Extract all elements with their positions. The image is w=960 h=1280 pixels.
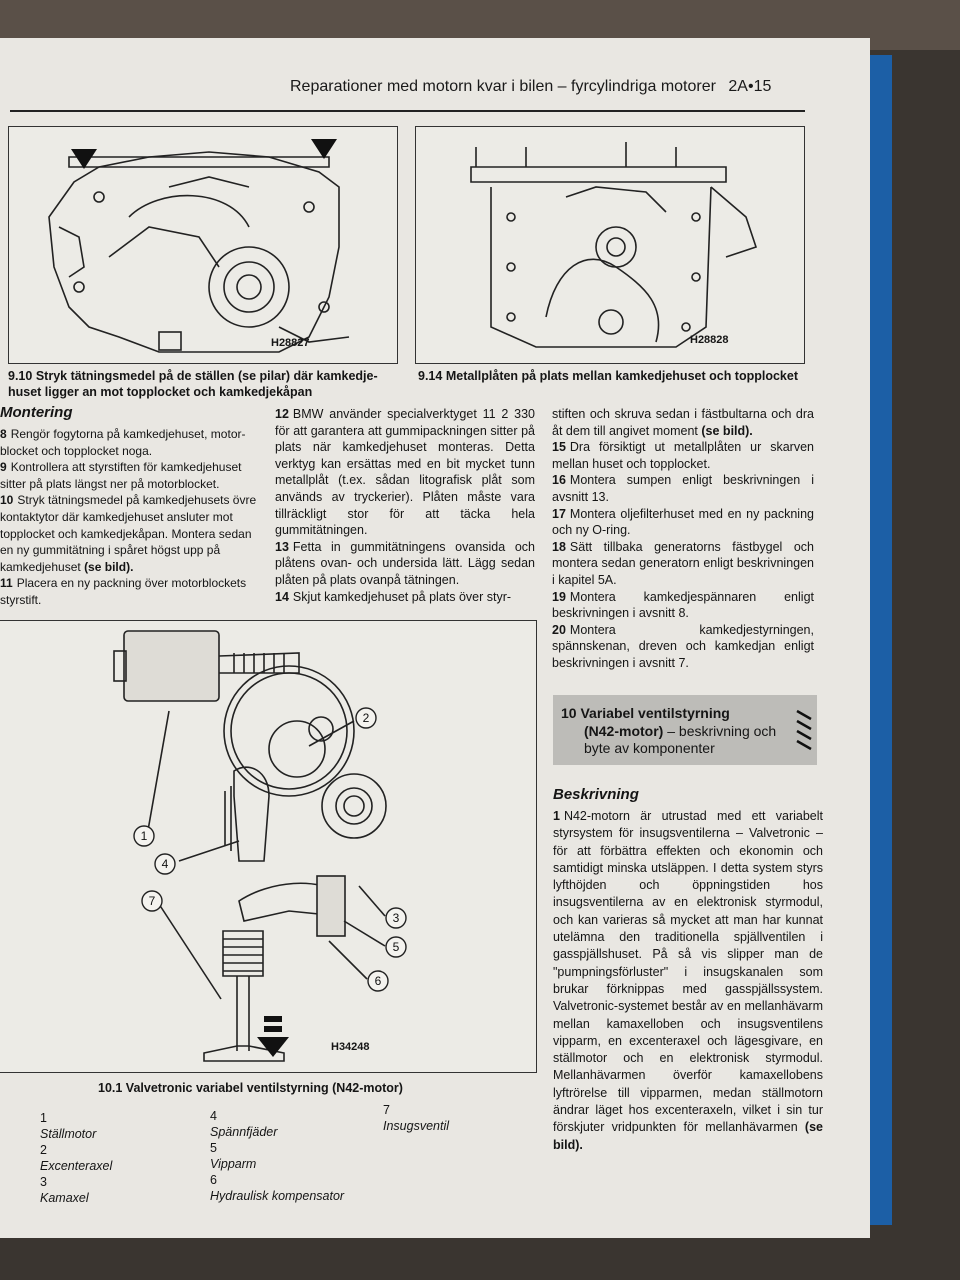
paragraph-15 bbox=[552, 439, 814, 472]
paragraph-text: Rengör fogytorna på kamkedjehuset, motor-blocket och topplocket noga. bbox=[0, 427, 246, 458]
header-rule bbox=[10, 110, 805, 112]
legend-column-2 bbox=[210, 1108, 344, 1204]
paragraph-number: 19 bbox=[552, 589, 566, 604]
paragraph-text: Dra försiktigt ut metallplåten ur skarven mellan huset och topplocket. bbox=[552, 440, 814, 471]
paragraph-number: 11 bbox=[0, 576, 13, 591]
caption-text: Metallplåten på plats mellan kamkedjehuset och topplocket bbox=[445, 369, 799, 383]
caption-9-10 bbox=[8, 368, 398, 400]
paragraph-text: stiften och skruva sedan i fästbultarna och dra åt dem till angivet moment bbox=[552, 407, 814, 438]
text-column-2 bbox=[275, 406, 535, 605]
legend-number: 5 bbox=[210, 1141, 217, 1155]
paragraph-1 bbox=[553, 808, 823, 1154]
legend-label: Kamaxel bbox=[40, 1191, 89, 1205]
see-figure: (se bild). bbox=[553, 1120, 823, 1152]
manual-page bbox=[0, 38, 870, 1238]
legend-item bbox=[210, 1108, 344, 1140]
paragraph-text: Montera kamkedjestyrningen, spännskenan, dreven och kamkedjan enligt beskrivningen i avsnitt 7. bbox=[552, 622, 814, 670]
header-title: Reparationer med motorn kvar i bilen – fyrcylindriga motorer bbox=[290, 78, 716, 95]
legend-column-1 bbox=[40, 1110, 112, 1206]
paragraph-text: Montera oljefilterhuset med en ny packning och ny O-ring. bbox=[552, 506, 814, 538]
paragraph-12 bbox=[275, 406, 535, 539]
paragraph-20 bbox=[552, 622, 814, 672]
page-header bbox=[290, 78, 810, 96]
legend-label: Spännfjäder bbox=[210, 1125, 278, 1139]
section-title-engine: (N42-motor) bbox=[584, 723, 664, 739]
legend-item bbox=[40, 1142, 112, 1174]
section-title-line-1 bbox=[561, 705, 730, 721]
caption-number: 9.14 bbox=[418, 369, 443, 383]
section-number: 10 bbox=[561, 705, 577, 721]
paragraph-19 bbox=[552, 589, 814, 622]
callout-label: 4 bbox=[161, 857, 169, 871]
figure-code: H34248 bbox=[331, 1041, 370, 1053]
paragraph-text: Sätt tillbaka generatorns fästbygel och montera sedan generatorn enligt beskrivningen i kapitel 5A. bbox=[552, 539, 814, 587]
legend-column-3 bbox=[383, 1102, 449, 1134]
paragraph-number: 13 bbox=[275, 539, 289, 554]
legend-label: Insugsventil bbox=[383, 1119, 450, 1133]
paragraph-number: 14 bbox=[275, 589, 289, 604]
paragraph-number: 16 bbox=[552, 473, 566, 488]
paragraph-14-continued bbox=[552, 406, 814, 439]
see-figure: (se bild). bbox=[84, 559, 134, 574]
caption-number: 9.10 bbox=[8, 369, 33, 383]
legend-number: 2 bbox=[40, 1143, 47, 1157]
legend-item bbox=[210, 1140, 344, 1172]
paragraph-text: BMW använder specialverktyget 11 2 330 för att garantera att gummipackningen sitter på plats när kamkedjehuset monteras. Detta verktyg kan ersättas med en bit mycket tunn metallplåt (t.ex. sådan litografisk plåt som används av tryckerier). Plåten måste vara tillräckligt stor för att täcka hela gummitätningen. bbox=[275, 407, 535, 538]
valvetronic-diagram bbox=[0, 621, 536, 1072]
paragraph-text: N42-motorn är utrustad med ett variabelt styrsystem för insugsventilerna – Valvetronic – för att förbättra effekten och ekonomin och samtidigt minska utsläppen. I detta system styrs lyfthöjden och öppningstiden hos insugsventilerna av en elektronisk styrmodul, och kan varieras så mycket att man har kunnat utelämna den traditionella spjällventilen i gasspjällshuset. På så vis slipper man de "pumpningsförluster" i insugskanalen som brukar förknippas med gasspjällssystem. Valvetronic-systemet består av en mellanhävarm mellan kamaxelloben och insugsventilens vipparm, en excenteraxel och lägesgivare, en ställmotor och en elektronisk styrmodul. Mellanhävarmen överför kamaxellobens lyftrörelse till vipparmen, medan ställmotorn ändrar läget hos excenteraxeln, vilket i sin tur förskjuter vridpunkten för mellanhävarmen bbox=[553, 809, 823, 1135]
paragraph-11 bbox=[0, 575, 258, 608]
see-figure: (se bild). bbox=[701, 423, 753, 438]
legend-item bbox=[40, 1110, 112, 1142]
legend-number: 3 bbox=[40, 1175, 47, 1189]
callout-label: 2 bbox=[362, 711, 370, 725]
legend-item bbox=[40, 1174, 112, 1206]
paragraph-9 bbox=[0, 459, 258, 492]
paragraph-10 bbox=[0, 492, 258, 575]
caption-text: Stryk tätningsmedel på de ställen (se pilar) där kamkedje-huset ligger an mot topplocket och kamkedjekåpan bbox=[8, 369, 378, 399]
legend-item bbox=[383, 1102, 449, 1134]
paragraph-text: Fetta in gummitätningens ovansida och plåtens ovan- och undersida lätt. Lägg sedan plåten på plats ovanpå tätningen. bbox=[275, 539, 535, 587]
callout-label: 7 bbox=[148, 894, 156, 908]
paragraph-text: Montera kamkedjespännaren enligt beskrivningen i avsnitt 8. bbox=[552, 589, 814, 621]
paragraph-number: 20 bbox=[552, 622, 566, 637]
paragraph-number: 18 bbox=[552, 539, 566, 554]
paragraph-number: 12 bbox=[275, 407, 289, 421]
heading-montering: Montering bbox=[0, 404, 73, 421]
section-title-rest: – beskrivning och byte av komponenter bbox=[584, 723, 777, 756]
legend-number: 4 bbox=[210, 1109, 217, 1123]
paragraph-17 bbox=[552, 506, 814, 539]
text-column-3-lower bbox=[553, 808, 823, 1154]
text-column-3 bbox=[552, 406, 814, 672]
paragraph-number: 17 bbox=[552, 506, 566, 521]
legend-number: 7 bbox=[383, 1103, 390, 1117]
paragraph-text: Placera en ny packning över motorblockets styrstift. bbox=[0, 576, 247, 607]
paragraph-text: Kontrollera att styrstiften för kamkedjehuset sitter på plats längst ner på motorblocket. bbox=[0, 460, 242, 491]
legend-label: Excenteraxel bbox=[40, 1159, 113, 1173]
paragraph-18 bbox=[552, 539, 814, 589]
section-title-line-2 bbox=[584, 723, 794, 757]
figure-9-14 bbox=[415, 126, 805, 364]
caption-10-1: 10.1 Valvetronic variabel ventilstyrning (N42-motor) bbox=[98, 1081, 403, 1095]
engine-timing-case-drawing bbox=[9, 127, 397, 363]
paragraph-number: 1 bbox=[553, 809, 560, 823]
figure-code: H28828 bbox=[690, 334, 729, 346]
legend-label: Vipparm bbox=[210, 1157, 257, 1171]
caption-9-14 bbox=[418, 368, 813, 384]
paragraph-14 bbox=[275, 589, 535, 606]
legend-label: Hydraulisk kompensator bbox=[210, 1189, 345, 1203]
paragraph-number: 8 bbox=[0, 427, 7, 441]
paragraph-text: Stryk tätningsmedel på kamkedjehusets övre kontaktytor där kamkedjehuset ansluter mot topplocket och kamkedjekåpan. Montera sedan en ny gummitätning i spåret högst upp på kamkedjehuset bbox=[0, 493, 257, 574]
metal-plate-drawing bbox=[416, 127, 804, 363]
paragraph-text: Montera sumpen enligt beskrivningen i avsnitt 13. bbox=[552, 473, 814, 504]
section-title-bold: Variabel ventilstyrning bbox=[580, 705, 730, 721]
heading-beskrivning: Beskrivning bbox=[553, 786, 639, 803]
section-10-title-box bbox=[553, 695, 817, 765]
callout-label: 5 bbox=[392, 940, 400, 954]
figure-code: H28827 bbox=[271, 337, 310, 349]
paragraph-number: 9 bbox=[0, 460, 7, 475]
text-column-1 bbox=[0, 426, 258, 609]
paragraph-number: 10 bbox=[0, 493, 14, 508]
paragraph-16 bbox=[552, 472, 814, 505]
legend-number: 6 bbox=[210, 1173, 217, 1187]
callout-label: 1 bbox=[140, 829, 148, 843]
difficulty-wrench-icon bbox=[793, 707, 815, 755]
figure-9-10 bbox=[8, 126, 398, 364]
page-number: 2A•15 bbox=[728, 78, 772, 95]
paragraph-8 bbox=[0, 426, 258, 459]
callout-label: 3 bbox=[392, 911, 400, 925]
paragraph-number: 15 bbox=[552, 440, 566, 455]
paragraph-13 bbox=[275, 539, 535, 589]
paragraph-text: Skjut kamkedjehuset på plats över styr- bbox=[292, 589, 512, 604]
legend-item bbox=[210, 1172, 344, 1204]
figure-10-1 bbox=[0, 620, 537, 1073]
legend-number: 1 bbox=[40, 1111, 47, 1125]
legend-label: Ställmotor bbox=[40, 1127, 97, 1141]
callout-label: 6 bbox=[374, 974, 382, 988]
